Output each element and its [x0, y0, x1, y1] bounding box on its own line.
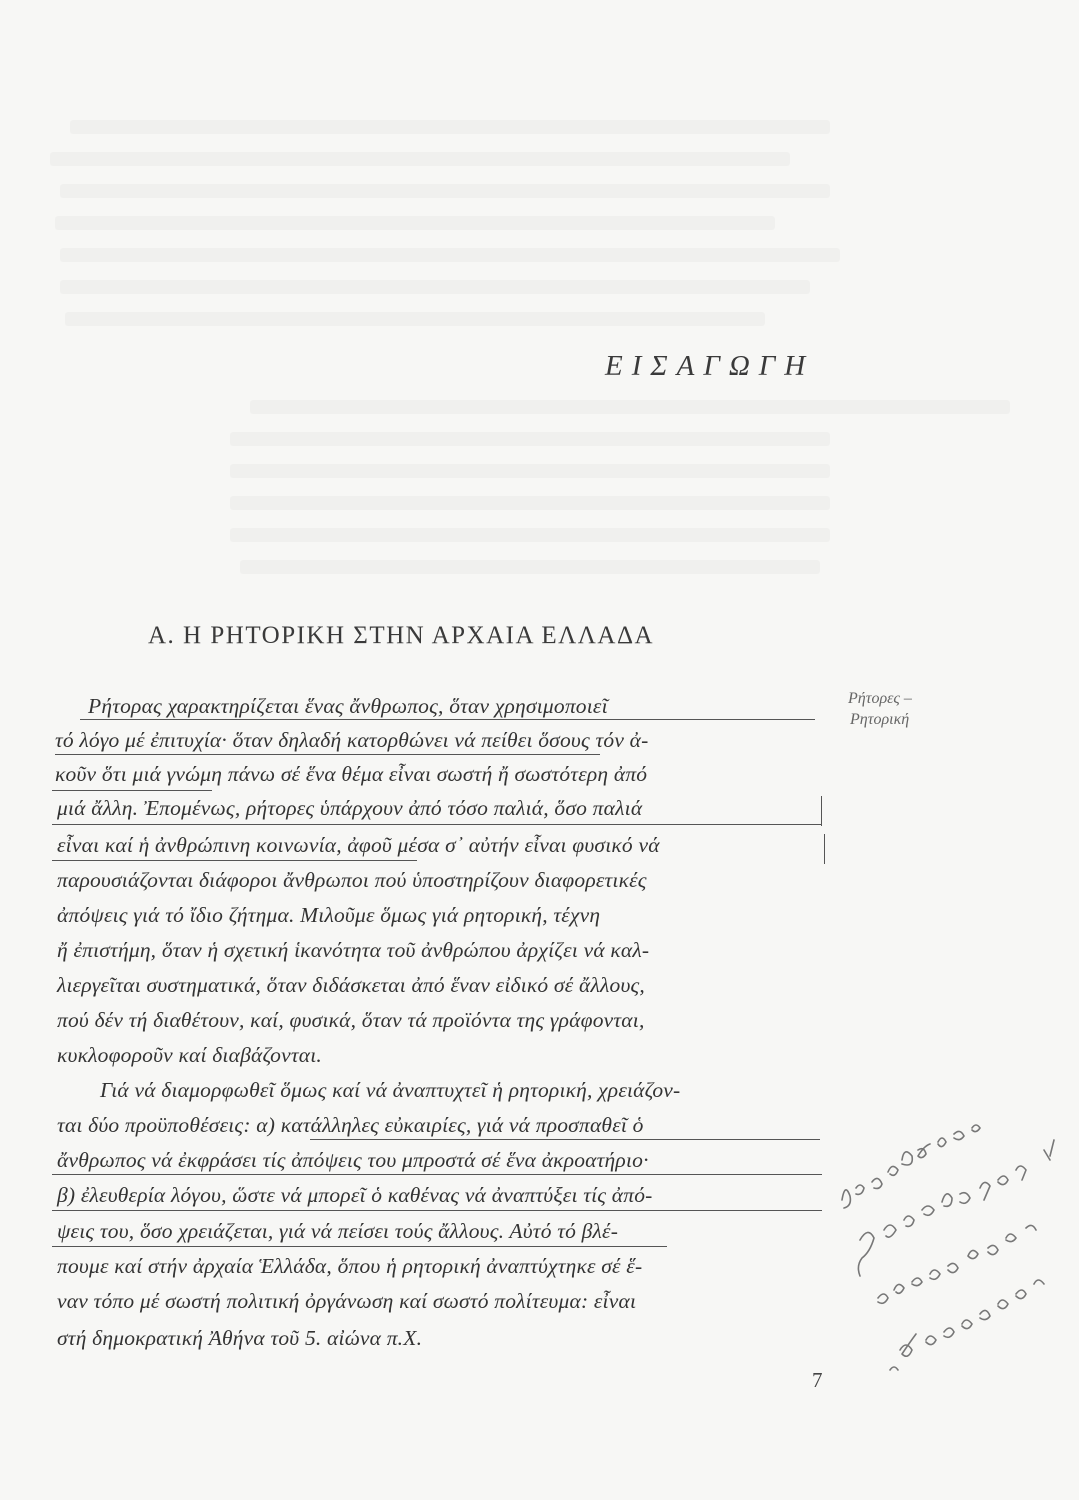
margin-note-line: Ρήτορες –	[848, 690, 912, 707]
bleed-through-mark	[230, 496, 830, 510]
bleed-through-mark	[70, 120, 830, 134]
body-line: ἄνθρωπος νά ἐκφράσει τίς ἀπόψεις του μπροστά σέ ἕνα ἀκροατήριο·	[57, 1148, 649, 1172]
bleed-through-mark	[60, 248, 840, 262]
pencil-bracket	[824, 834, 825, 864]
pencil-underline	[52, 824, 822, 825]
body-line: ἤ ἐπιστήμη, ὅταν ἡ σχετική ἱκανότητα τοῦ ἀνθρώπου ἀρχίζει νά καλ-	[57, 938, 650, 962]
pencil-underline	[52, 1174, 822, 1175]
pencil-underline	[52, 1210, 822, 1211]
margin-note-line: Ρητορική	[850, 711, 910, 728]
bleed-through-mark	[230, 528, 830, 542]
body-line: Ρήτορας χαρακτηρίζεται ἕνας ἄνθρωπος, ὅταν χρησιμοποιεῖ	[88, 694, 608, 718]
body-line: τό λόγο μέ ἐπιτυχία· ὅταν δηλαδή κατορθώνει νά πείθει ὅσους τόν ἀ-	[55, 728, 649, 752]
bleed-through-mark	[60, 280, 810, 294]
bleed-through-mark	[240, 560, 820, 574]
bleed-through-mark	[250, 400, 1010, 414]
bleed-through-mark	[65, 312, 765, 326]
pencil-underline	[310, 1139, 820, 1140]
pencil-underline	[52, 860, 417, 861]
body-line: παρουσιάζονται διάφοροι ἄνθρωποι πού ὑποστηρίζουν διαφορετικές	[57, 868, 647, 892]
bleed-through-mark	[230, 464, 830, 478]
body-line: μιά ἄλλη. Ἐπομένως, ρήτορες ὑπάρχουν ἀπό τόσο παλιά, ὅσο παλιά	[57, 796, 643, 820]
handwritten-margin-note	[830, 1110, 1070, 1390]
margin-note	[848, 688, 912, 730]
body-line: πού δέν τή διαθέτουν, καί, φυσικά, ὅταν τά προϊόντα της γράφονται,	[57, 1008, 645, 1032]
body-line: στή δημοκρατική Ἀθήνα τοῦ 5. αἰώνα π.Χ.	[57, 1326, 423, 1350]
body-line: εἶναι καί ἡ ἀνθρώπινη κοινωνία, ἀφοῦ μέσα σ᾽ αὐτήν εἶναι φυσικό νά	[57, 833, 660, 857]
body-line: ται δύο προϋποθέσεις: α) κατάλληλες εὐκαιρίες, γιά νά προσπαθεῖ ὁ	[57, 1113, 644, 1137]
page-number: 7	[812, 1368, 823, 1392]
pencil-bracket	[821, 796, 822, 826]
pencil-underline	[52, 1246, 667, 1247]
body-line: κοῦν ὅτι μιά γνώμη πάνω σέ ἕνα θέμα εἶναι σωστή ἤ σωστότερη ἀπό	[55, 762, 648, 786]
body-line: λιεργεῖται συστηματικά, ὅταν διδάσκεται ἀπό ἕναν εἰδικό σέ ἄλλους,	[57, 973, 646, 997]
body-line: ἀπόψεις γιά τό ἴδιο ζήτημα. Μιλοῦμε ὅμως γιά ρητορική, τέχνη	[57, 903, 601, 927]
body-line: πουμε καί στήν ἀρχαία Ἑλλάδα, ὅπου ἡ ρητορική ἀναπτύχτηκε σέ ἕ-	[57, 1254, 643, 1278]
bleed-through-mark	[60, 184, 830, 198]
chapter-title: ΕΙΣΑΓΩΓΗ	[605, 350, 815, 382]
body-line: Γιά νά διαμορφωθεῖ ὅμως καί νά ἀναπτυχτεῖ ἡ ρητορική, χρειάζον-	[100, 1078, 681, 1102]
bleed-through-mark	[55, 216, 775, 230]
body-line: ψεις του, ὅσο χρειάζεται, γιά νά πείσει τούς ἄλλους. Αὐτό τό βλέ-	[57, 1219, 619, 1243]
pencil-underline	[52, 790, 212, 791]
body-line: κυκλοφοροῦν καί διαβάζονται.	[57, 1043, 322, 1067]
body-line: β) ἐλευθερία λόγου, ὥστε νά μπορεῖ ὁ καθένας νά ἀναπτύξει τίς ἀπό-	[57, 1183, 653, 1207]
pencil-underline	[80, 719, 815, 720]
section-heading: Α. Η ΡΗΤΟΡΙΚΗ ΣΤΗΝ ΑΡΧΑΙΑ ΕΛΛΑΔΑ	[148, 622, 655, 649]
pencil-underline	[55, 754, 600, 755]
body-line: ναν τόπο μέ σωστή πολιτική ὀργάνωση καί σωστό πολίτευμα: εἶναι	[57, 1289, 637, 1313]
bleed-through-mark	[50, 152, 790, 166]
bleed-through-mark	[230, 432, 830, 446]
